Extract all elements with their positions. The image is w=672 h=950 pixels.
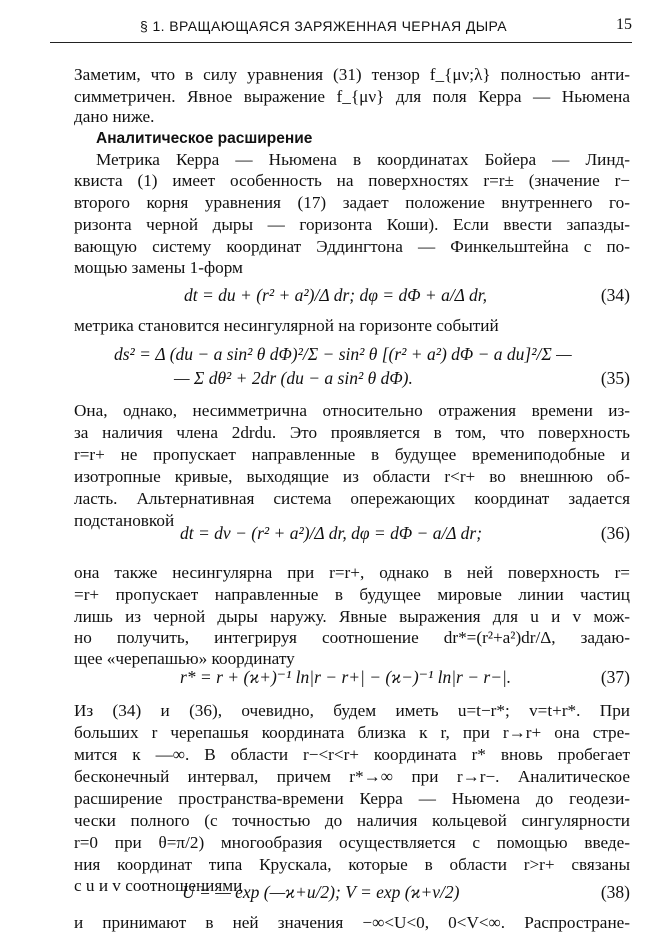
text-line: щее «черепашью» координату xyxy=(74,649,295,668)
text-line: расширение пространства-времени Керра — Ньюмена до геодези- xyxy=(74,789,630,808)
text-line: подстановкой xyxy=(74,511,175,530)
equation-body: — Σ dθ² + 2dr (du − a sin² θ dΦ). xyxy=(174,368,413,388)
text-line: с u и v соотношениями xyxy=(74,876,243,895)
text-line: r=0 при θ=π/2) многообразия осуществляется с помощью введе- xyxy=(74,833,630,852)
page-number: 15 xyxy=(616,16,632,33)
text-line: =r+ пропускает направленные в будущее мировые линии частиц xyxy=(74,585,630,604)
text-line: она также несингулярна при r=r+, однако в ней поверхность r= xyxy=(74,563,630,582)
text-line: и принимают в ней значения −∞<U<0, 0<V<∞. Распростране- xyxy=(74,913,630,932)
text-line: второго корня уравнения (17) задает положение внутреннего го- xyxy=(74,193,630,212)
text-line: метрика становится несингулярной на горизонте событий xyxy=(74,316,499,335)
text-line: бесконечный интервал, причем r*→∞ при r→r−. Аналитическое xyxy=(74,767,630,786)
equation-body: dt = du + (r² + a²)/Δ dr; dφ = dΦ + a/Δ dr, xyxy=(184,285,488,305)
equation-number: (36) xyxy=(600,523,630,543)
text-line: ния координат типа Крускала, которые в области r>r+ связаны xyxy=(74,855,630,874)
section-heading: Аналитическое расширение xyxy=(96,130,313,147)
text-line: больших r черепашья координата близка к r, при r→r+ она стре- xyxy=(74,723,630,742)
running-header xyxy=(50,12,632,43)
equation-number: (35) xyxy=(600,368,630,388)
text-line: Она, однако, несимметрична относительно отражения времени из- xyxy=(74,401,630,420)
equation-body: U = — exp (—ϰ+u/2); V = exp (ϰ+v/2) xyxy=(182,882,460,902)
equation-number: (34) xyxy=(600,285,630,305)
text-line: но получить, интегрируя соотношение dr*=(r²+a²)dr/Δ, задаю- xyxy=(74,628,630,647)
text-line: мится к —∞. В области r−<r<r+ координата r* вновь пробегает xyxy=(74,745,630,764)
text-line: r=r+ не пропускает направленные в будущее времениподобные и xyxy=(74,445,630,464)
text-line: Из (34) и (36), очевидно, будем иметь u=t−r*; v=t+r*. При xyxy=(74,701,630,720)
text-line: ласть. Альтернативная система опережающих координат задается xyxy=(74,489,630,508)
text-line: изотропные кривые, выходящие из области r<r+ во внешнюю об- xyxy=(74,467,630,486)
text-line: квиста (1) имеет особенность на поверхностях r=r± (значение r− xyxy=(74,171,630,190)
text-line: Заметим, что в силу уравнения (31) тензор f_{μν;λ} полностью анти- xyxy=(74,65,630,84)
equation-body: dt = dv − (r² + a²)/Δ dr, dφ = dΦ − a/Δ dr; xyxy=(180,523,483,543)
text-line: лишь из черной дыры наружу. Явные выражения для u и v мож- xyxy=(74,607,630,626)
header-title: § 1. ВРАЩАЮЩАЯСЯ ЗАРЯЖЕННАЯ ЧЕРНАЯ ДЫРА xyxy=(140,18,508,34)
text-line: Метрика Керра — Ньюмена в координатах Бойера — Линд- xyxy=(96,150,630,169)
equation-number: (38) xyxy=(600,882,630,902)
equation-body: ds² = Δ (du − a sin² θ dΦ)²/Σ − sin² θ [(r² + a²) dΦ − a du]²/Σ — xyxy=(114,344,572,364)
equation-body: r* = r + (ϰ+)⁻¹ ln|r − r+| − (ϰ−)⁻¹ ln|r − r−|. xyxy=(180,667,512,687)
text-line: дано ниже. xyxy=(74,107,155,126)
text-line: симметричен. Явное выражение f_{μν} для поля Керра — Ньюмена xyxy=(74,87,630,106)
text-line: за наличия члена 2drdu. Это проявляется в том, что поверхность xyxy=(74,423,630,442)
equation-number: (37) xyxy=(600,667,630,687)
text-line: вающую систему координат Эддингтона — Финкельштейна с по- xyxy=(74,237,630,256)
text-line: чески полного (с точностью до наличия кольцевой сингулярности xyxy=(74,811,630,830)
text-line: мощью замены 1-форм xyxy=(74,258,243,277)
text-line: ризонта черной дыры — горизонта Коши). Если ввести запазды- xyxy=(74,215,630,234)
